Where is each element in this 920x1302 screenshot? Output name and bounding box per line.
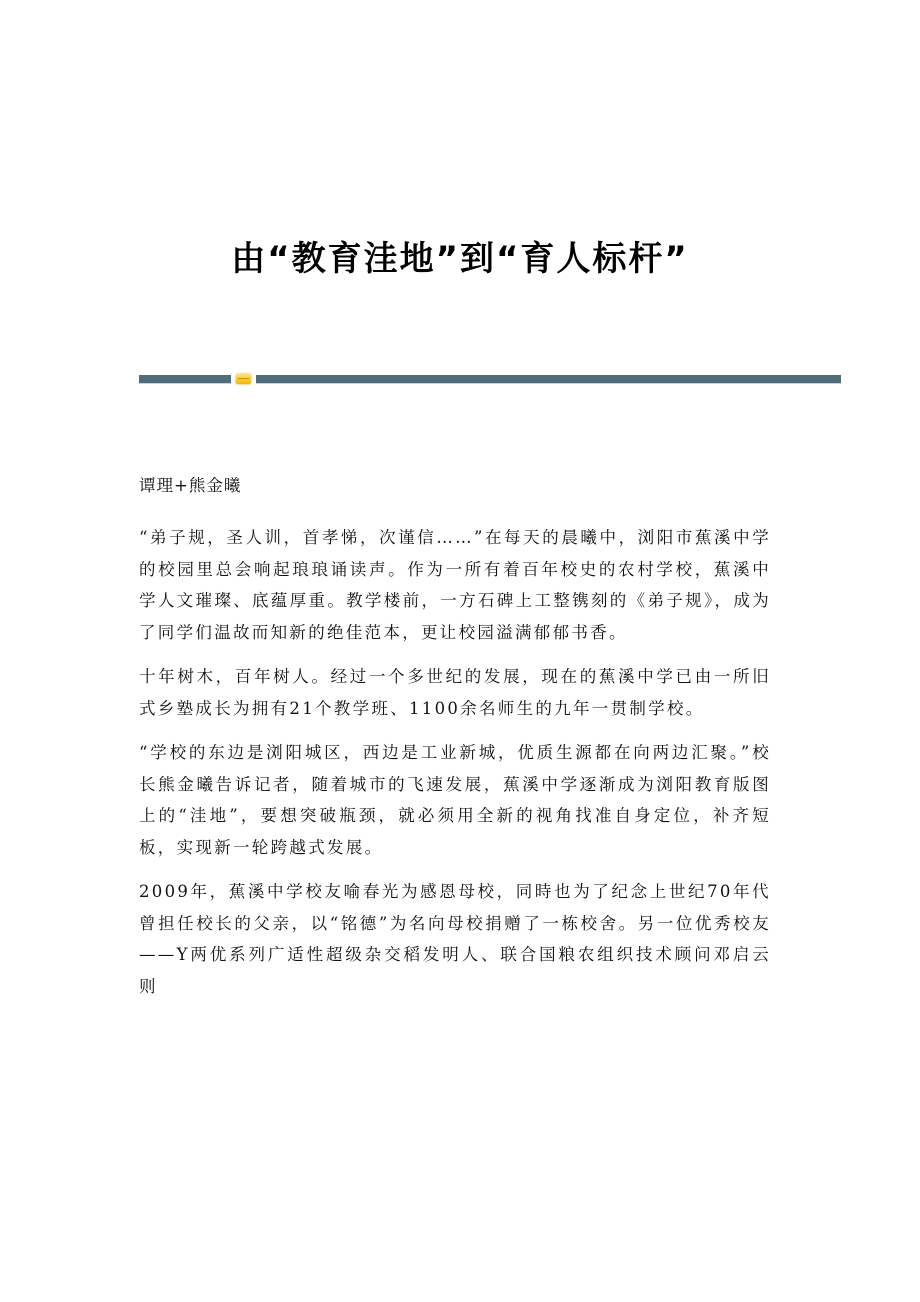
- article-body: [139, 470, 771, 1015]
- document-title: 由“教育洼地”到“育人标杆”: [231, 238, 689, 279]
- divider-ornament-icon: [236, 374, 251, 384]
- divider-bar-right: [256, 375, 841, 384]
- paragraph: 2009年，蕉溪中学校友喻春光为感恩母校，同時也为了纪念上世纪70年代曾担任校长的父亲，以“铭德”为名向母校捐赠了一栋校舍。另一位优秀校友——Y两优系列广适性超级杂交稻发明人、联合国粮农组织技术顾问邓启云则: [139, 882, 771, 996]
- title-divider: [139, 375, 841, 384]
- author-byline: 谭理+熊金曦: [139, 476, 242, 495]
- paragraph: “学校的东边是浏阳城区，西边是工业新城，优质生源都在向两边汇聚。”校长熊金曦告诉记者，随着城市的飞速发展，蕉溪中学逐渐成为浏阳教育版图上的“洼地”，要想突破瓶颈，就必须用全新的视角找准自身定位，补齐短板，实现新一轮跨越式发展。: [139, 743, 771, 857]
- paragraph: 十年树木，百年树人。经过一个多世纪的发展，现在的蕉溪中学已由一所旧式乡塾成长为拥有21个教学班、1100余名师生的九年一贯制学校。: [139, 667, 771, 718]
- divider-bar-left: [139, 375, 231, 384]
- paragraph: “弟子规，圣人训，首孝悌，次谨信……”在每天的晨曦中，浏阳市蕉溪中学的校园里总会响起琅琅诵读声。作为一所有着百年校史的农村学校，蕉溪中学人文璀璨、底蕴厚重。教学楼前，一方石碑上工整镌刻的《弟子规》，成为了同学们温故而知新的绝佳范本，更让校园溢满郁郁书香。: [139, 528, 771, 642]
